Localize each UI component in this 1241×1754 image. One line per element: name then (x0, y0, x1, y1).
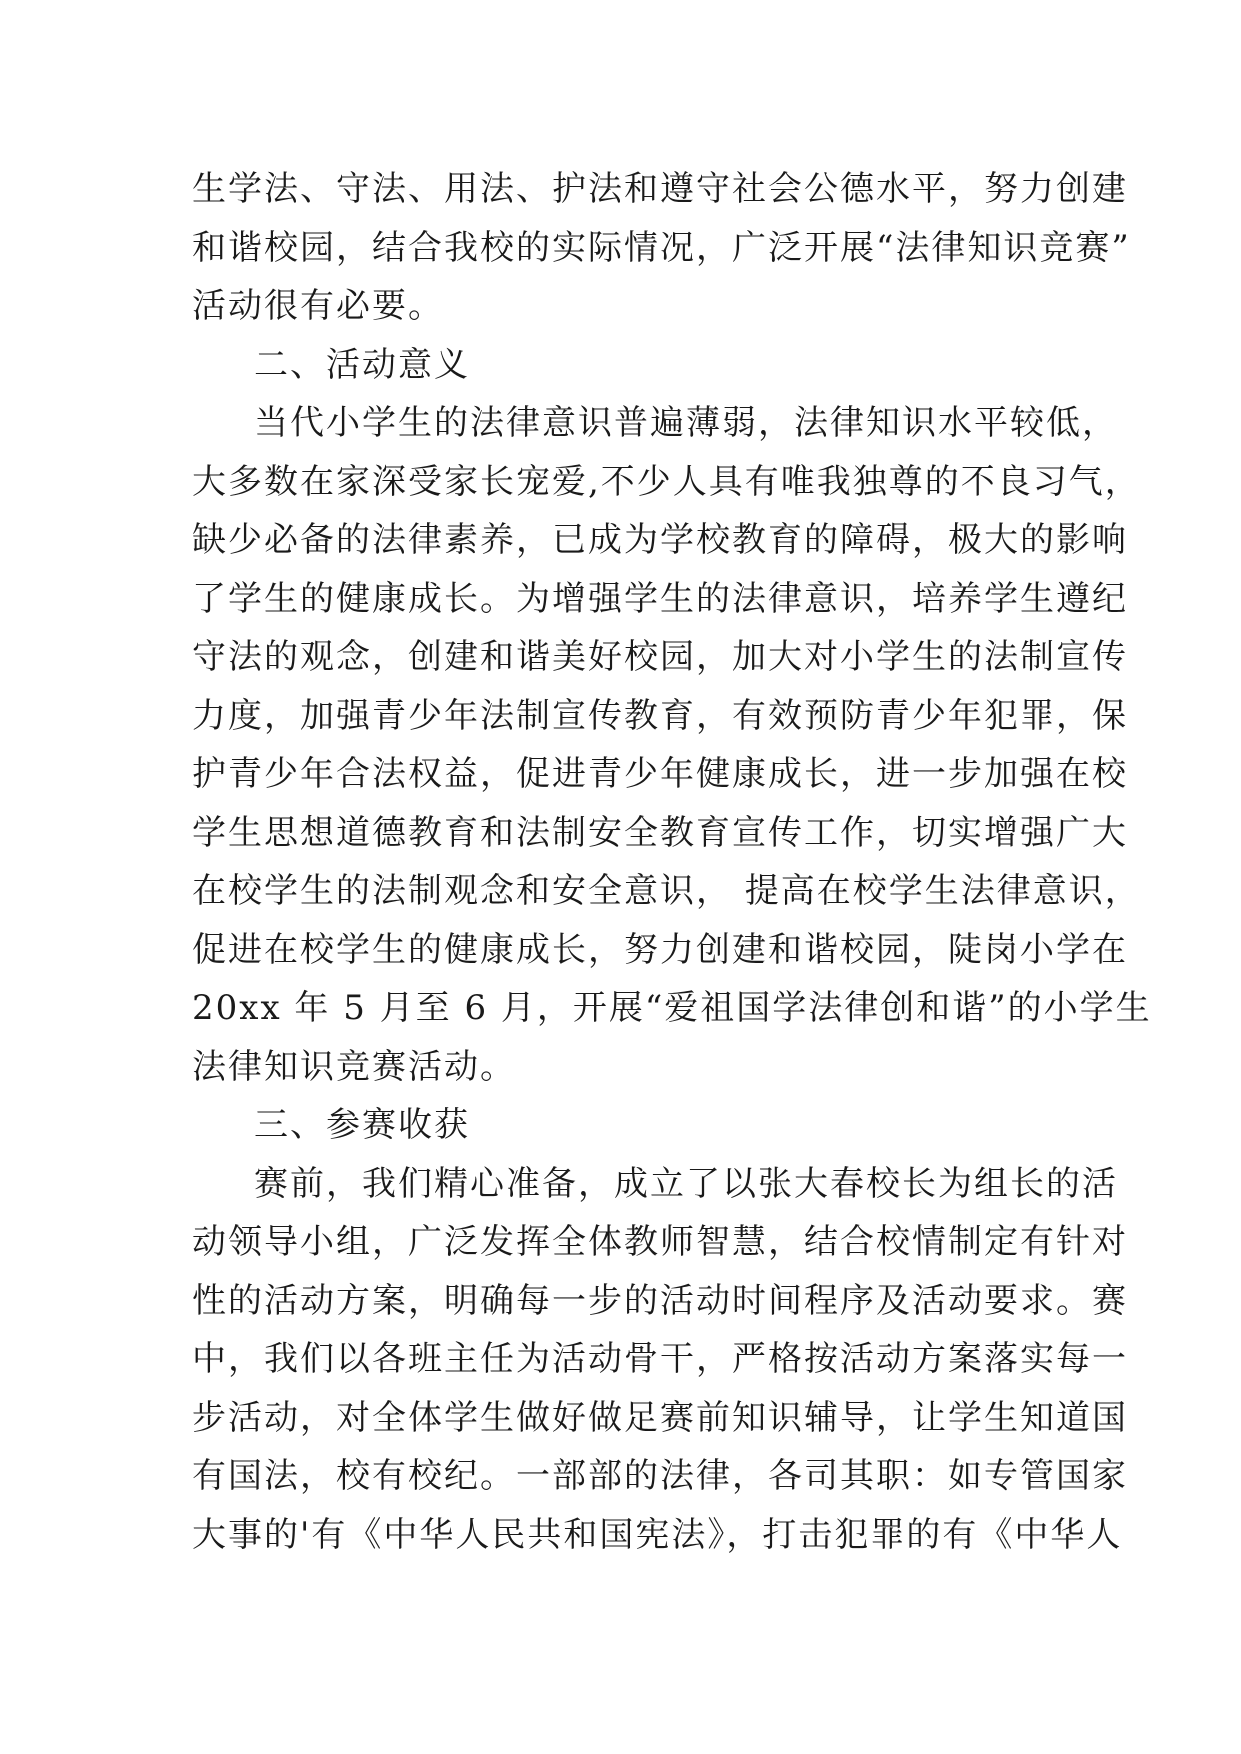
text-line: 力度，加强青少年法制宣传教育，有效预防青少年犯罪，保 (192, 695, 1128, 736)
document-body (192, 160, 1152, 1564)
text-line: 了学生的健康成长。为增强学生的法律意识，培养学生遵纪 (192, 578, 1128, 619)
text-line: 赛前，我们精心准备，成立了以张大春校长为组长的活 (254, 1163, 1118, 1204)
section-heading: 二、活动意义 (254, 344, 470, 385)
text-line: 大事的'有《中华人民共和国宪法》，打击犯罪的有《中华人 (192, 1514, 1123, 1555)
text-line: 护青少年合法权益，促进青少年健康成长，进一步加强在校 (192, 754, 1128, 794)
text-line: 活动很有必要。 (192, 286, 444, 326)
text-line: 生学法、守法、用法、护法和遵守社会公德水平，努力创建 (192, 169, 1128, 209)
text-line: 当代小学生的法律意识普遍薄弱，法律知识水平较低， (254, 403, 1118, 443)
text-line: 学生思想道德教育和法制安全教育宣传工作，切实增强广大 (192, 812, 1128, 853)
text-line: 20xx 年 5 月至 6 月，开展“爱祖国学法律创和谐”的小学生 (192, 988, 1152, 1028)
text-line: 和谐校园，结合我校的实际情况，广泛开展“法律知识竞赛” (192, 227, 1131, 268)
text-line: 步活动，对全体学生做好做足赛前知识辅导，让学生知道国 (192, 1397, 1128, 1438)
text-line: 守法的观念，创建和谐美好校园，加大对小学生的法制宣传 (192, 637, 1128, 677)
section-heading: 三、参赛收获 (254, 1105, 470, 1145)
text-line: 有国法，校有校纪。一部部的法律，各司其职：如专管国家 (192, 1456, 1128, 1496)
text-line: 促进在校学生的健康成长，努力创建和谐校园，陡岗小学在 (192, 929, 1128, 970)
text-line: 性的活动方案，明确每一步的活动时间程序及活动要求。赛 (192, 1280, 1128, 1321)
text-line: 中，我们以各班主任为活动骨干，严格按活动方案落实每一 (192, 1339, 1128, 1379)
text-line: 在校学生的法制观念和安全意识， 提高在校学生法律意识， (192, 871, 1141, 911)
text-line: 法律知识竞赛活动。 (192, 1046, 516, 1087)
text-line: 大多数在家深受家长宠爱,不少人具有唯我独尊的不良习气， (192, 461, 1141, 502)
text-line: 动领导小组，广泛发挥全体教师智慧，结合校情制定有针对 (192, 1222, 1128, 1262)
text-line: 缺少必备的法律素养，已成为学校教育的障碍，极大的影响 (192, 520, 1128, 560)
